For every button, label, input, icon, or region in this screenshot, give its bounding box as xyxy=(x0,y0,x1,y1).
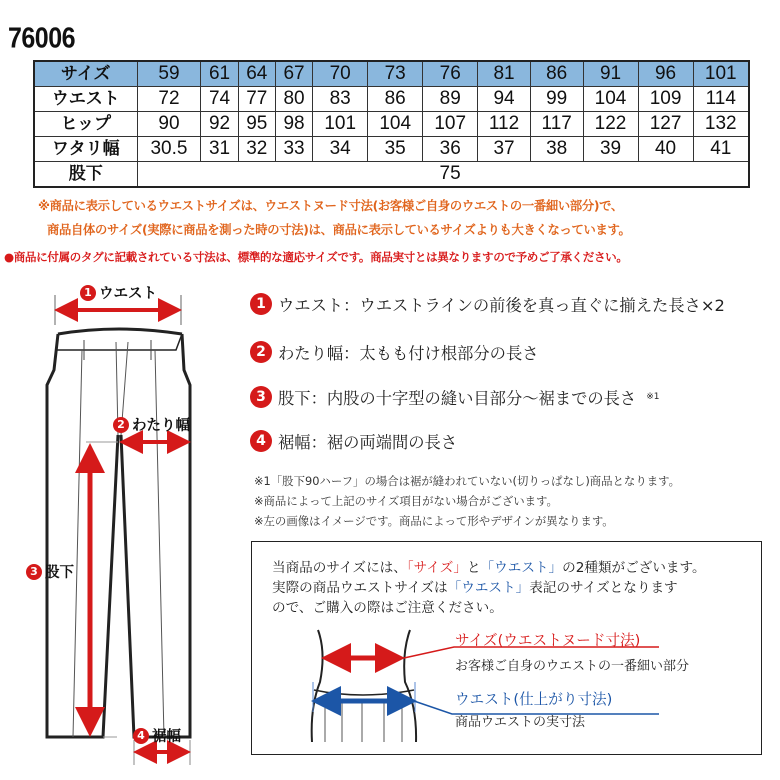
table-cell: 80 xyxy=(275,87,312,112)
number-1-icon: 1 xyxy=(80,285,96,301)
table-row-thigh xyxy=(34,137,749,162)
table-row-inseam xyxy=(34,162,749,188)
header-cell: 81 xyxy=(478,61,531,87)
header-cell: 70 xyxy=(313,61,368,87)
header-cell: 86 xyxy=(530,61,583,87)
table-cell: 30.5 xyxy=(137,137,201,162)
notice-line-1: ※商品に表示しているウエストサイズは、ウエストヌード寸法(お客様ご自身のウエストの一番細い部分)で、 xyxy=(38,199,623,213)
table-cell: 107 xyxy=(423,112,478,137)
table-cell: 38 xyxy=(530,137,583,162)
header-cell: 101 xyxy=(693,61,749,87)
legend-item-waist: 1 ウエスト：ウエストラインの前後を真っ直ぐに揃えた長さ×2 xyxy=(250,292,725,316)
table-cell: 99 xyxy=(530,87,583,112)
header-cell: 91 xyxy=(583,61,638,87)
row-label: ウエスト xyxy=(34,87,137,112)
waist-finished-title: ウエスト(仕上がり寸法) xyxy=(455,691,613,708)
notice-line-3: ●商品に付属のタグに記載されている寸法は、標準的な適応サイズです。商品実寸とは異なりますので予めご了承ください。 xyxy=(4,250,628,264)
legend-item-inseam: 3 股下：内股の十字型の縫い目部分～裾までの長さ ※1 xyxy=(250,385,659,409)
table-cell: 127 xyxy=(638,112,693,137)
table-cell: 98 xyxy=(275,112,312,137)
header-cell: 61 xyxy=(201,61,238,87)
table-cell: 112 xyxy=(478,112,531,137)
table-cell: 104 xyxy=(368,112,423,137)
table-cell: 83 xyxy=(313,87,368,112)
number-4-icon: 4 xyxy=(250,430,272,452)
table-cell: 95 xyxy=(238,112,275,137)
header-cell: 96 xyxy=(638,61,693,87)
table-cell: 92 xyxy=(201,112,238,137)
footnote-3: ※左の画像はイメージです。商品によって形やデザインが異なります。 xyxy=(254,514,614,528)
header-cell: 67 xyxy=(275,61,312,87)
diagram-label-waist: 1 ウエスト xyxy=(80,282,157,303)
table-cell: 41 xyxy=(693,137,749,162)
size-nude-title: サイズ(ウエストヌード寸法) xyxy=(455,632,641,649)
inseam-value: 75 xyxy=(137,162,749,188)
header-cell: 76 xyxy=(423,61,478,87)
table-cell: 37 xyxy=(478,137,531,162)
table-row-hip xyxy=(34,112,749,137)
pants-diagram xyxy=(0,270,240,770)
number-3-icon: 3 xyxy=(250,386,272,408)
table-cell: 104 xyxy=(583,87,638,112)
number-3-icon: 3 xyxy=(26,564,42,580)
table-cell: 39 xyxy=(583,137,638,162)
table-cell: 32 xyxy=(238,137,275,162)
number-1-icon: 1 xyxy=(250,293,272,315)
table-cell: 101 xyxy=(313,112,368,137)
table-cell: 35 xyxy=(368,137,423,162)
row-label: ワタリ幅 xyxy=(34,137,137,162)
row-label: 股下 xyxy=(34,162,137,188)
table-cell: 74 xyxy=(201,87,238,112)
table-cell: 117 xyxy=(530,112,583,137)
waist-finished-desc: 商品ウエストの実寸法 xyxy=(455,715,586,730)
legend-item-hem: 4 裾幅：裾の両端間の長さ xyxy=(250,429,457,453)
table-cell: 94 xyxy=(478,87,531,112)
number-2-icon: 2 xyxy=(250,341,272,363)
table-cell: 114 xyxy=(693,87,749,112)
table-cell: 132 xyxy=(693,112,749,137)
size-nude-desc: お客様ご自身のウエストの一番細い部分 xyxy=(455,659,690,674)
diagram-label-thigh: 2 わたり幅 xyxy=(113,414,190,435)
footnote-1: ※1「股下90ハーフ」の場合は裾が縫われていない(切りっぱなし)商品となります。 xyxy=(254,474,680,488)
size-table xyxy=(33,60,750,188)
size-info-box xyxy=(251,541,762,755)
number-4-icon: 4 xyxy=(133,728,149,744)
table-cell: 122 xyxy=(583,112,638,137)
table-cell: 36 xyxy=(423,137,478,162)
info-line-2: 実際の商品ウエストサイズは「ウエスト」表記のサイズとなります xyxy=(272,580,678,596)
table-cell: 40 xyxy=(638,137,693,162)
table-cell: 109 xyxy=(638,87,693,112)
footnote-2: ※商品によって上記のサイズ項目がない場合がございます。 xyxy=(254,494,558,508)
notice-line-2: 商品自体のサイズ(実際に商品を測った時の寸法)は、商品に表示しているサイズよりも大きくなっています。 xyxy=(47,223,631,237)
product-code: 76006 xyxy=(8,22,76,55)
header-cell: 73 xyxy=(368,61,423,87)
info-line-1: 当商品のサイズには、「サイズ」と「ウエスト」の2種類がございます。 xyxy=(272,560,706,576)
pants-outline-icon xyxy=(0,270,240,770)
table-cell: 77 xyxy=(238,87,275,112)
header-cell: 59 xyxy=(137,61,201,87)
table-cell: 86 xyxy=(368,87,423,112)
legend-item-thigh: 2 わたり幅：太もも付け根部分の長さ xyxy=(250,340,539,364)
table-cell: 34 xyxy=(313,137,368,162)
header-label: サイズ xyxy=(34,61,137,87)
header-cell: 64 xyxy=(238,61,275,87)
number-2-icon: 2 xyxy=(113,417,129,433)
diagram-label-hem: 4 裾幅 xyxy=(133,725,181,746)
info-line-3: ので、ご購入の際はご注意ください。 xyxy=(272,600,503,616)
diagram-label-inseam: 3 股下 xyxy=(26,561,74,582)
table-header-row xyxy=(34,61,749,87)
table-cell: 72 xyxy=(137,87,201,112)
table-cell: 31 xyxy=(201,137,238,162)
table-cell: 89 xyxy=(423,87,478,112)
table-cell: 33 xyxy=(275,137,312,162)
row-label: ヒップ xyxy=(34,112,137,137)
table-row-waist xyxy=(34,87,749,112)
table-cell: 90 xyxy=(137,112,201,137)
footnote-ref: ※1 xyxy=(646,392,660,402)
